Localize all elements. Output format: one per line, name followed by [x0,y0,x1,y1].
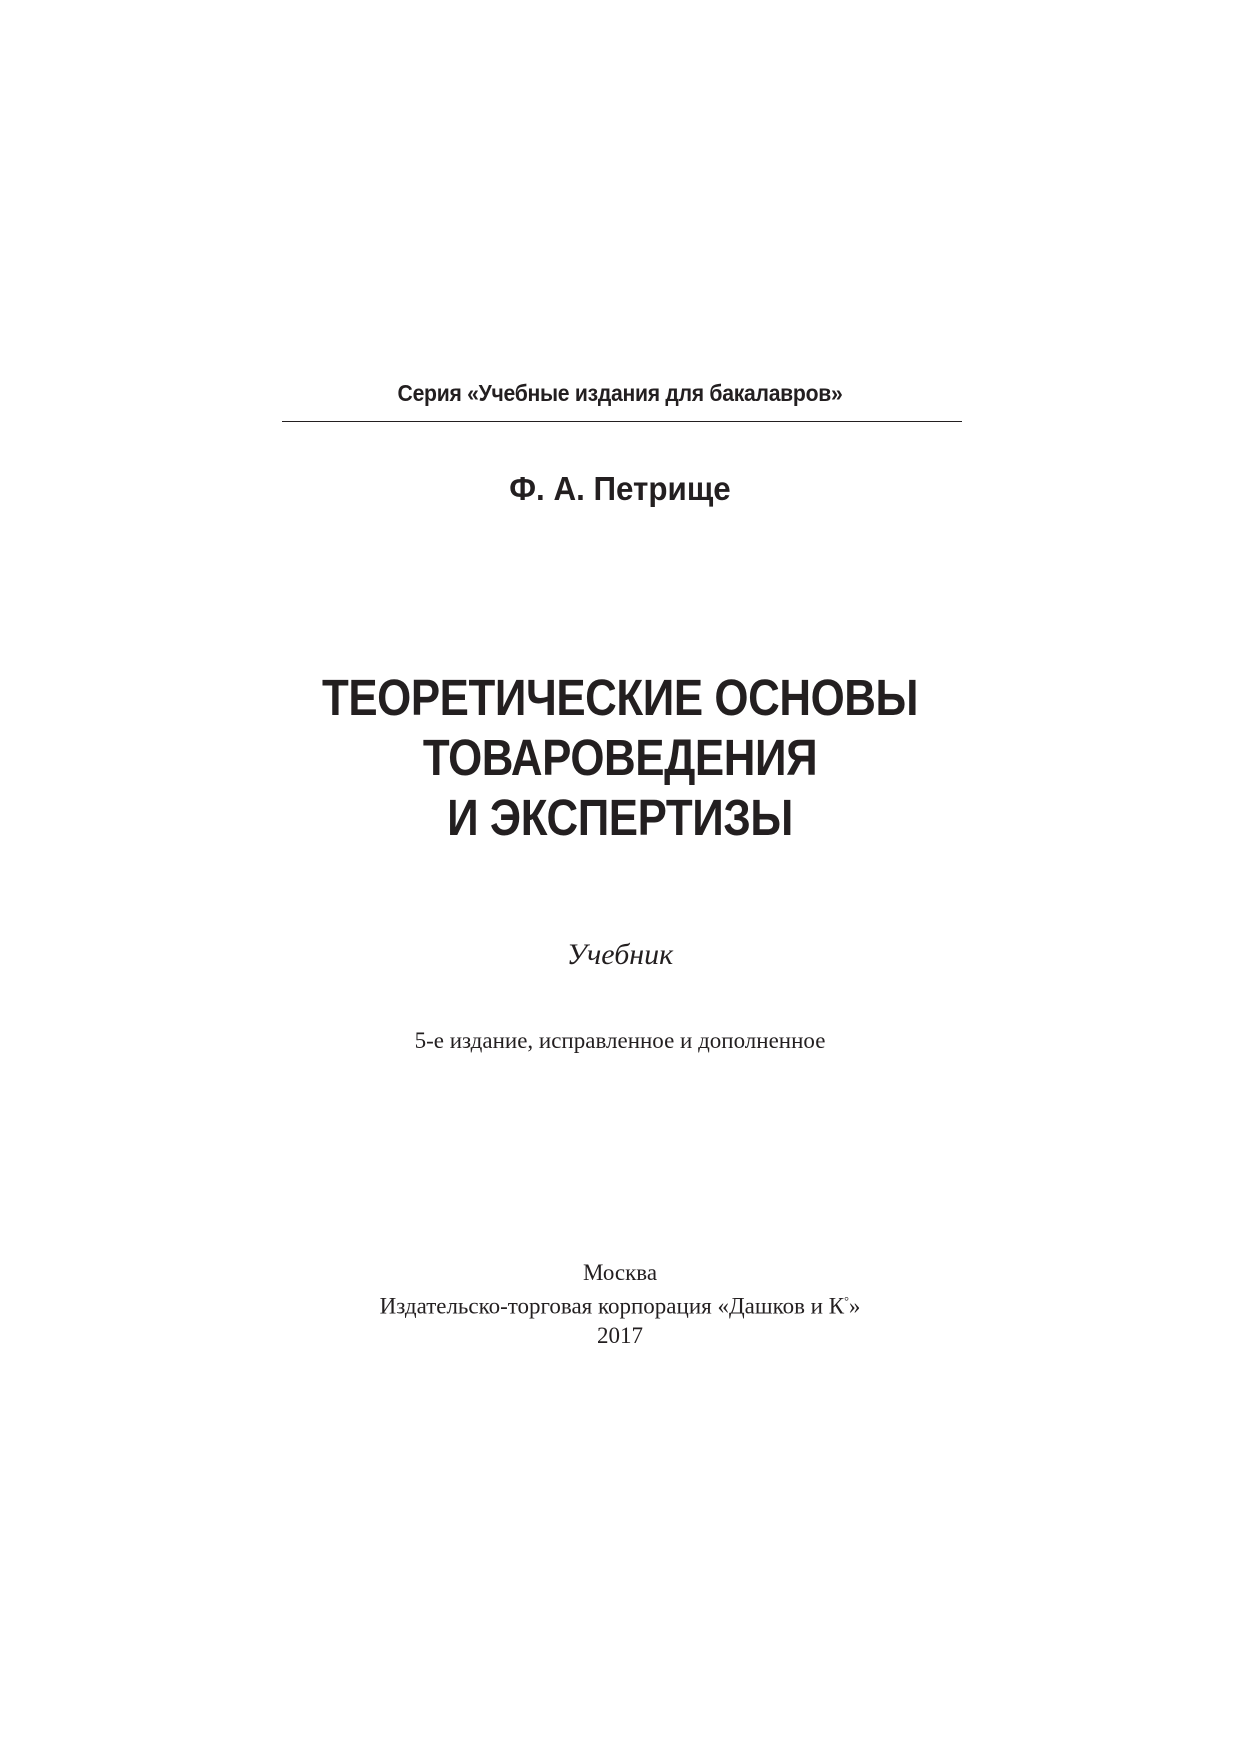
publisher-degree-mark: ° [844,1294,849,1308]
imprint-city: Москва [582,1260,658,1285]
title-line-2: ТОВАРОВЕДЕНИЯ [422,729,818,786]
book-genre: Учебник [566,938,674,971]
publisher-closing-quote: » [848,1293,861,1319]
book-title [259,668,981,848]
imprint [200,1258,1040,1350]
title-line-1: ТЕОРЕТИЧЕСКИЕ ОСНОВЫ [321,669,919,726]
series-line: Серия «Учебные издания для бакалавров» [397,380,843,406]
imprint-publisher [200,1287,1040,1321]
edition-note: 5-е издание, исправленное и дополненное [414,1028,826,1053]
title-line-3: И ЭКСПЕРТИЗЫ [447,789,793,846]
author-name: Ф. А. Петрище [509,470,731,507]
publisher-name: Издательско-торговая корпорация «Дашков и К [379,1293,845,1319]
series-divider [282,421,962,422]
imprint-year: 2017 [597,1322,643,1348]
